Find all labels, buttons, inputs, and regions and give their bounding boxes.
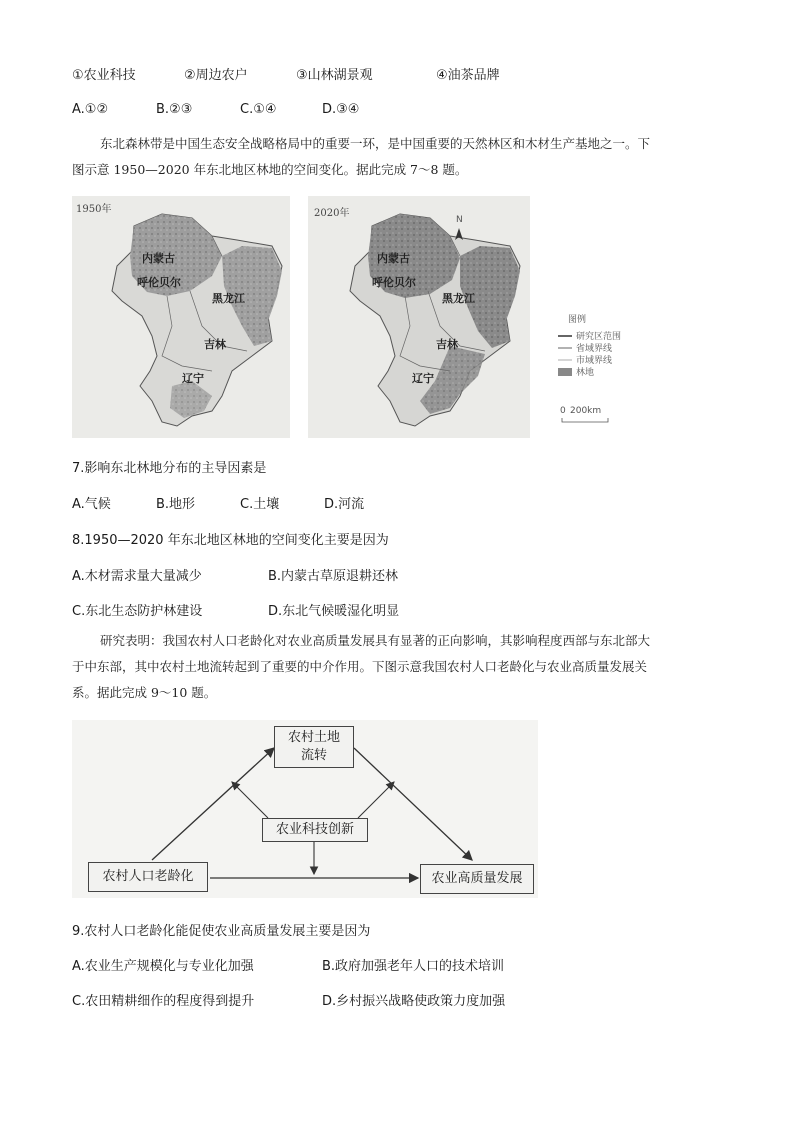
q6-option-c: C.①④	[240, 102, 277, 117]
label-neimenggu-1950: 内蒙古	[142, 252, 175, 265]
map-legend	[558, 313, 621, 378]
legend-forest: 林地	[576, 368, 595, 378]
label-hulunbeier-1950: 呼伦贝尔	[137, 276, 181, 289]
label-heilongjiang-1950: 黑龙江	[212, 292, 245, 305]
legend-province-line: 省域界线	[576, 344, 613, 354]
map-2020-year: 2020年	[314, 208, 350, 219]
tech-innovation-box: 农业科技创新	[262, 818, 368, 842]
q8-option-d: D.东北气候暖湿化明显	[268, 604, 400, 619]
agri-quality-box: 农业高质量发展	[420, 864, 534, 894]
q7-option-d: D.河流	[324, 497, 365, 512]
q9-option-b: B.政府加强老年人口的技术培训	[322, 959, 505, 974]
q7-option-c: C.土壤	[240, 497, 280, 512]
svg-text:N: N	[456, 215, 463, 225]
passage1-line2: 图示意 1950—2020 年东北地区林地的空间变化。据此完成 7～8 题。	[72, 162, 468, 177]
q6-option-b: B.②③	[156, 102, 193, 117]
option-1: ①农业科技	[72, 68, 136, 83]
land-transfer-line1: 农村土地	[287, 730, 340, 745]
label-heilongjiang-2020: 黑龙江	[442, 292, 475, 305]
passage1-line1: 东北森林带是中国生态安全战略格局中的重要一环，是中国重要的天然林区和木材生产基地之一。下	[100, 136, 651, 151]
label-liaoning-2020: 辽宁	[412, 372, 434, 385]
q6-option-d: D.③④	[322, 102, 360, 117]
option-2: ②周边农户	[184, 68, 248, 83]
q6-option-a: A.①②	[72, 102, 109, 117]
forest-maps-svg	[72, 196, 722, 438]
q9-option-d: D.乡村振兴战略使政策力度加强	[322, 994, 506, 1009]
q7-option-a: A.气候	[72, 497, 111, 512]
label-liaoning-1950: 辽宁	[182, 372, 204, 385]
q8-stem: 8.1950—2020 年东北地区林地的空间变化主要是因为	[72, 533, 389, 548]
q9-option-a: A.农业生产规模化与专业化加强	[72, 959, 254, 974]
land-transfer-box	[274, 726, 354, 768]
svg-text:200km: 200km	[570, 406, 602, 416]
scale-bar	[560, 406, 608, 422]
label-hulunbeier-2020: 呼伦贝尔	[372, 276, 416, 289]
label-jilin-1950: 吉林	[204, 338, 226, 351]
passage2-line1: 研究表明：我国农村人口老龄化对农业高质量发展具有显著的正向影响，其影响程度西部与东北部大	[100, 633, 651, 648]
legend-study-area: 研究区范围	[576, 332, 622, 342]
legend-city-line: 市域界线	[576, 356, 613, 366]
q7-option-b: B.地形	[156, 497, 196, 512]
passage2-line3: 系。据此完成 9～10 题。	[72, 685, 217, 700]
map-1950-year: 1950年	[76, 204, 112, 215]
aging-diagram	[72, 720, 538, 898]
q8-option-c: C.东北生态防护林建设	[72, 604, 203, 619]
label-neimenggu-2020: 内蒙古	[377, 252, 410, 265]
label-jilin-2020: 吉林	[436, 338, 458, 351]
legend-title: 图例	[568, 315, 587, 325]
option-4: ④油茶品牌	[436, 68, 500, 83]
q7-stem: 7.影响东北林地分布的主导因素是	[72, 461, 267, 476]
q8-option-a: A.木材需求量大量减少	[72, 569, 202, 584]
q8-option-b: B.内蒙古草原退耕还林	[268, 569, 399, 584]
option-3: ③山林湖景观	[296, 68, 373, 83]
q9-option-c: C.农田精耕细作的程度得到提升	[72, 994, 255, 1009]
rural-aging-box: 农村人口老龄化	[88, 862, 208, 892]
passage2-line2: 于中东部，其中农村土地流转起到了重要的中介作用。下图示意我国农村人口老龄化与农业高质量发展关	[72, 659, 648, 674]
forest-maps-figure	[72, 196, 722, 438]
land-transfer-line2: 流转	[300, 748, 327, 763]
svg-text:0: 0	[560, 406, 566, 416]
q9-stem: 9.农村人口老龄化能促使农业高质量发展主要是因为	[72, 924, 371, 939]
